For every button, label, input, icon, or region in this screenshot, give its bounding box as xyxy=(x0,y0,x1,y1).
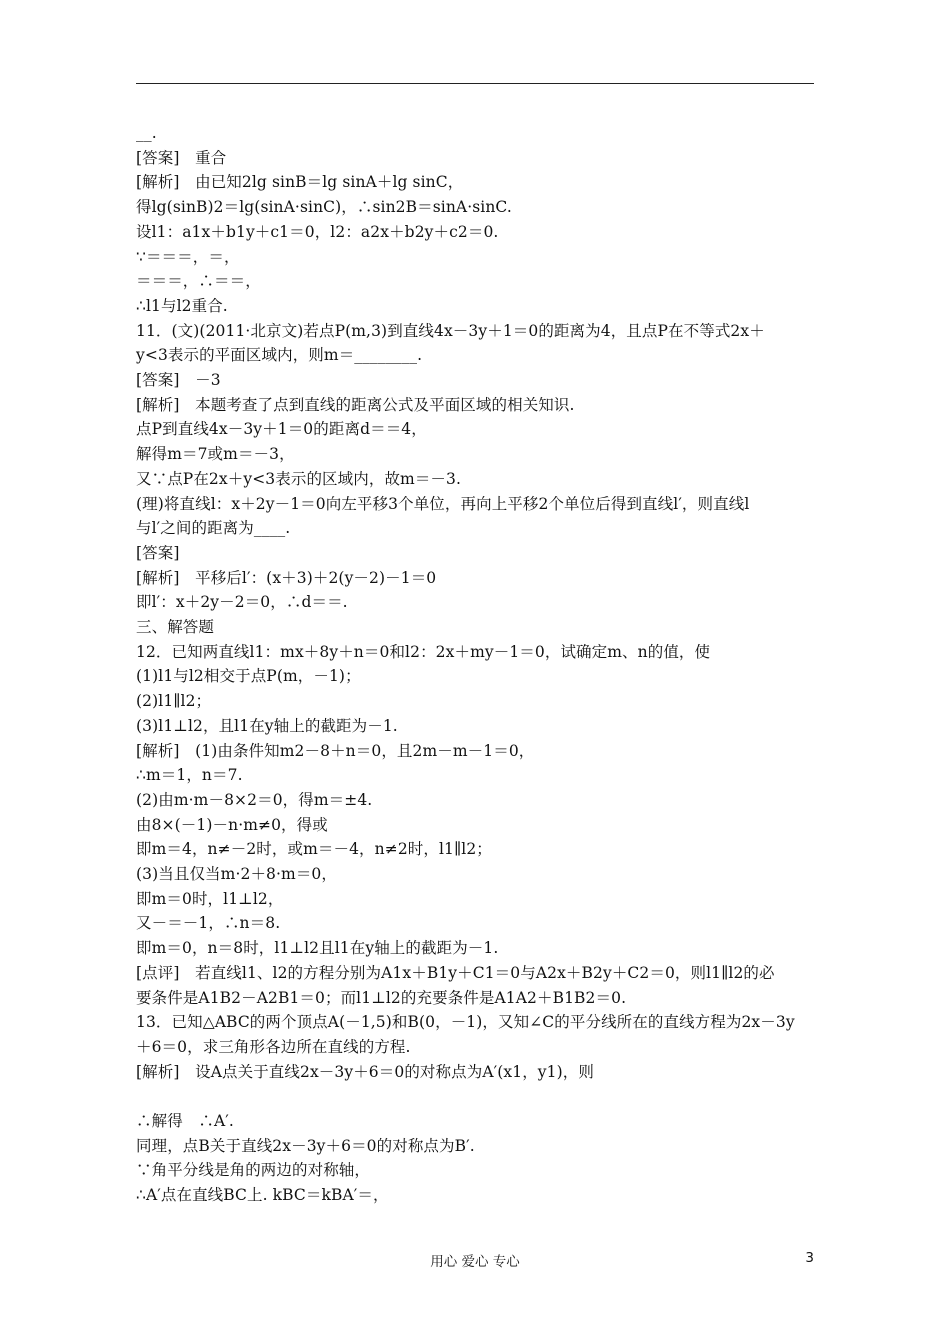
text-line: 即m＝4，n≠－2时，或m＝－4，n≠2时，l1∥l2； xyxy=(136,840,492,859)
text-line: 与l′之间的距离为____. xyxy=(136,519,291,538)
text-line: 由8×(－1)－n·m≠0，得或 xyxy=(136,815,328,834)
text-line: 12．已知两直线l1：mx＋8y＋n＝0和l2：2x＋my－1＝0，试确定m、n的值，使 xyxy=(136,642,711,661)
text-line: (2)l1∥l2； xyxy=(136,692,212,711)
text-line: [解析] 平移后l′：(x＋3)＋2(y－2)－1＝0 xyxy=(136,568,437,587)
text-line: (1)l1与l2相交于点P(m，－1)； xyxy=(136,667,361,686)
text-line: ∵角平分线是角的两边的对称轴， xyxy=(136,1161,371,1180)
text-line: [答案] －3 xyxy=(136,371,221,389)
text-line: ∴解得 ∴A′. xyxy=(136,1112,234,1130)
text-line: 解得m＝7或m＝－3， xyxy=(136,445,295,464)
text-line: ∴A′点在直线BC上. kBC＝kBA′＝， xyxy=(136,1186,389,1205)
page-footer xyxy=(0,1250,950,1270)
text-line: (3)当且仅当m·2＋8·m＝0， xyxy=(136,865,337,883)
text-line: [点评] 若直线l1、l2的方程分别为A1x＋B1y＋C1＝0与A2x＋B2y＋C2＝0，则l1∥l2的必 xyxy=(136,963,775,982)
text-line: ∴l1与l2重合. xyxy=(136,296,228,315)
text-line: 设l1：a1x＋b1y＋c1＝0，l2：a2x＋b2y＋c2＝0. xyxy=(136,222,499,241)
text-line: ∵＝＝＝，＝， xyxy=(136,247,240,266)
text-line: [解析] (1)由条件知m2－8＋n＝0，且2m－m－1＝0， xyxy=(136,741,535,760)
text-line: (理)将直线l：x＋2y－1＝0向左平移3个单位，再向上平移2个单位后得到直线l′，则直线l xyxy=(136,494,750,513)
text-line: 同理，点B关于直线2x－3y＋6＝0的对称点为B′. xyxy=(136,1136,475,1155)
text-line: 即l′：x＋2y－2＝0，∴d＝＝. xyxy=(136,593,348,612)
text-line: 13．已知△ABC的两个顶点A(－1,5)和B(0，－1)，又知∠C的平分线所在的直线方程为2x－3y xyxy=(136,1013,795,1032)
text-line: (3)l1⊥l2，且l1在y轴上的截距为－1. xyxy=(136,716,398,735)
footer-slogan: 用心 爱心 专心 xyxy=(430,1254,520,1270)
text-line: [答案] 重合 xyxy=(136,148,227,167)
text-line: [解析] 本题考查了点到直线的距离公式及平面区域的相关知识. xyxy=(136,395,575,414)
text-line: 得lg(sinB)2＝lg(sinA·sinC)，∴sin2B＝sinA·sinC. xyxy=(136,198,512,217)
text-line: 三、解答题 xyxy=(136,618,215,636)
text-line: (2)由m·m－8×2＝0，得m＝±4. xyxy=(136,790,373,809)
text-line: ＝＝＝，∴＝＝， xyxy=(136,272,261,291)
text-line: [解析] 由已知2lg sinB＝lg sinA＋lg sinC， xyxy=(136,173,464,192)
text-line: 即m＝0时，l1⊥l2， xyxy=(136,889,284,908)
page-number: 3 xyxy=(805,1250,814,1266)
text-line: __. xyxy=(136,124,157,142)
text-line: 即m＝0，n＝8时，l1⊥l2且l1在y轴上的截距为－1. xyxy=(136,939,499,958)
text-line: 要条件是A1B2－A2B1＝0；而l1⊥l2的充要条件是A1A2＋B1B2＝0. xyxy=(136,988,627,1007)
text-line: 11．(文)(2011·北京文)若点P(m,3)到直线4x－3y＋1＝0的距离为4，且点P在不等式2x＋ xyxy=(136,321,765,340)
text-line: 又－＝－1，∴n＝8. xyxy=(136,914,281,933)
text-line: [答案] xyxy=(136,543,180,562)
text-line: y<3表示的平面区域内，则m＝________. xyxy=(136,346,423,365)
text-line: [解析] 设A点关于直线2x－3y＋6＝0的对称点为A′(x1，y1)，则 xyxy=(136,1062,594,1081)
text-line: 点P到直线4x－3y＋1＝0的距离d＝＝4， xyxy=(136,420,427,439)
header-rule xyxy=(136,83,814,84)
text-line: 又∵点P在2x＋y<3表示的区域内，故m＝－3. xyxy=(136,469,462,488)
text-line: ∴m＝1，n＝7. xyxy=(136,766,243,785)
text-line: ＋6＝0，求三角形各边所在直线的方程. xyxy=(136,1037,411,1056)
